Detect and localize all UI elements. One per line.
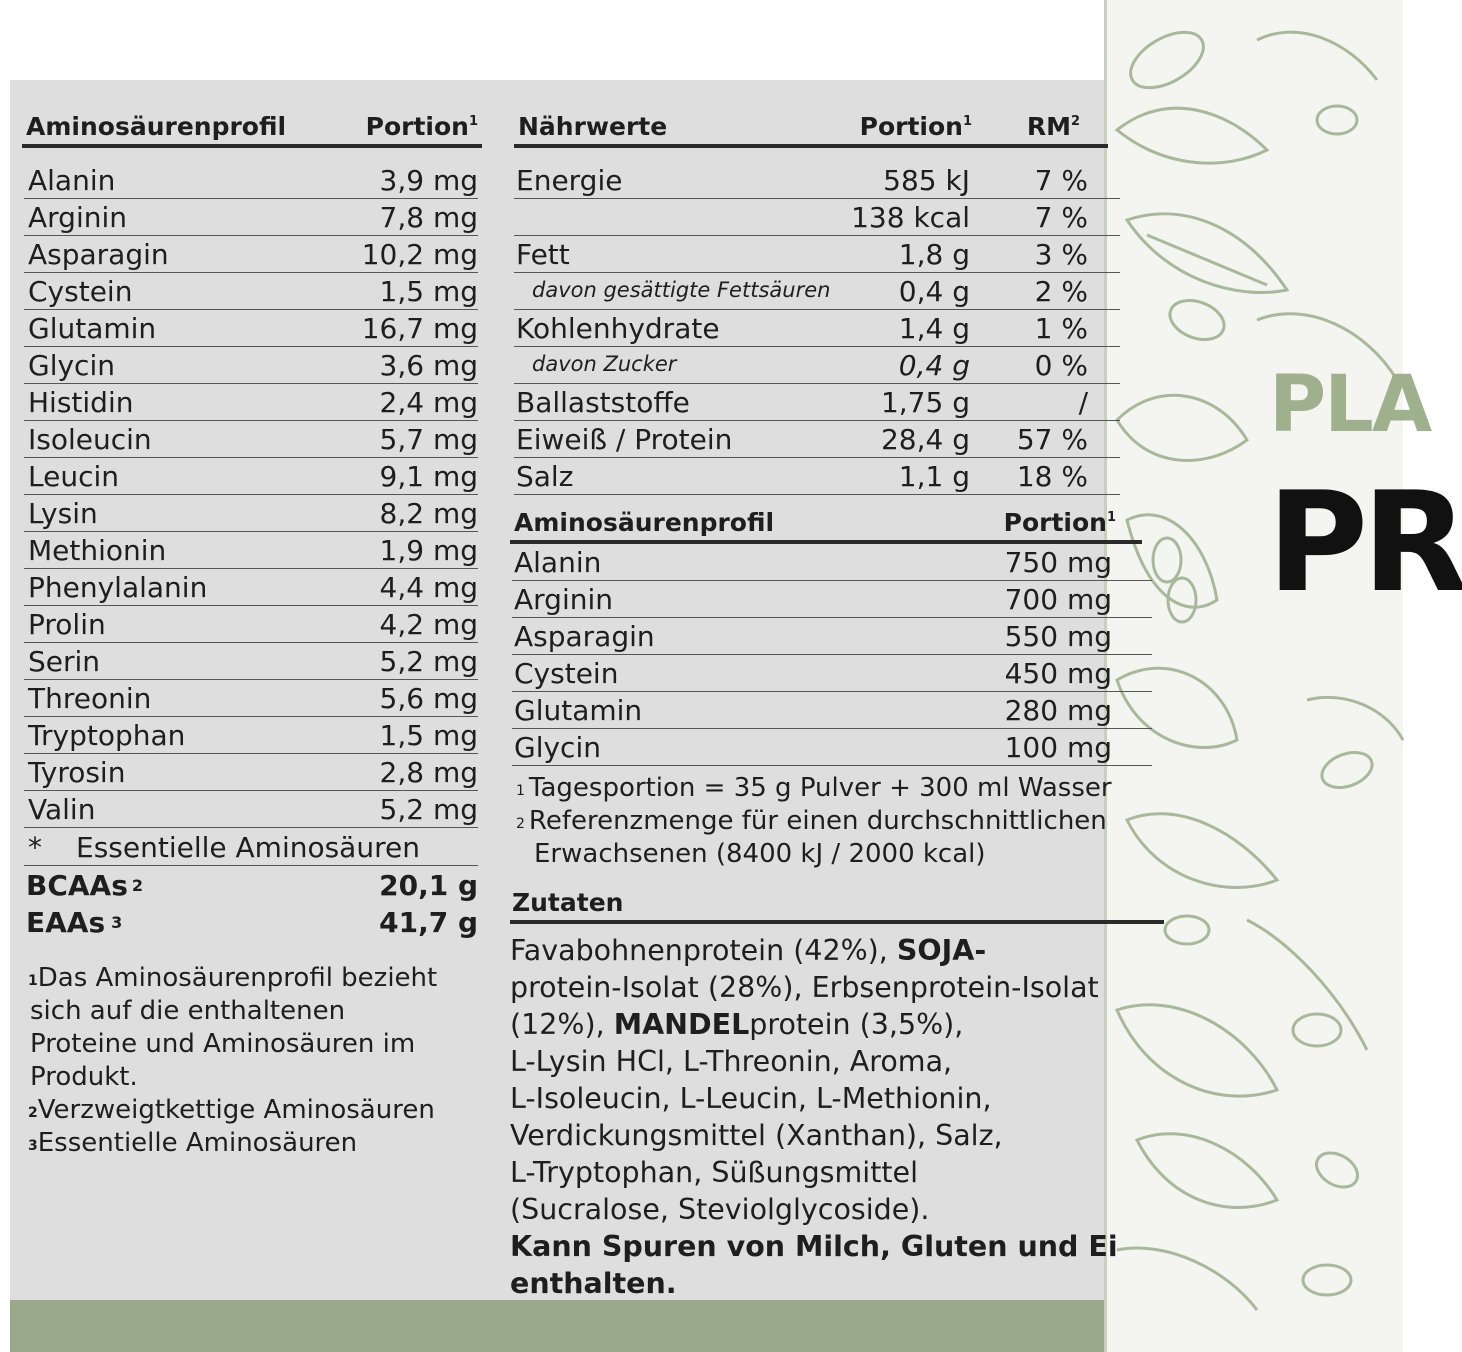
right-amino-header-name: Aminosäurenprofil <box>514 508 775 537</box>
nutrient-portion: 138 kcal <box>851 201 970 234</box>
table-row <box>24 421 478 458</box>
table-row <box>512 544 1152 581</box>
nutrient-rm: 3 % <box>1034 238 1088 271</box>
nutrient-portion: 1,8 g <box>898 238 970 271</box>
footnote-text: Referenzmenge für einen durchschnittlichen <box>528 806 1107 836</box>
table-row <box>24 717 478 754</box>
table-row <box>24 606 478 643</box>
nutrient-portion: 1,75 g <box>880 386 970 419</box>
ingredient-text: protein (3,5%), <box>749 1008 964 1041</box>
footnote-line <box>28 1127 357 1160</box>
allergen-text: enthalten. <box>510 1267 677 1300</box>
footnote-line <box>28 962 437 995</box>
ingredient-text: protein-Isolat (28%), Erbsenprotein-Isolat <box>510 971 1099 1004</box>
amino-value: 550 mg <box>1004 620 1112 653</box>
nutrient-rm: 2 % <box>1034 275 1088 308</box>
table-row <box>512 581 1152 618</box>
nutrient-portion: 1,1 g <box>898 460 970 493</box>
amino-value: 3,6 mg <box>379 349 478 382</box>
bag-product-text: PR <box>1267 462 1462 623</box>
footnote-sup: 2 <box>516 816 525 832</box>
footnote-line <box>28 1094 435 1127</box>
bcaa-row <box>24 866 478 903</box>
amino-value: 2,8 mg <box>379 756 478 789</box>
table-row <box>24 458 478 495</box>
amino-value: 5,2 mg <box>379 793 478 826</box>
table-row <box>514 199 1120 236</box>
nutrition-portion-sup: 1 <box>962 114 972 129</box>
amino-name: Lysin <box>28 497 98 530</box>
footnote-text: Erwachsenen (8400 kJ / 2000 kcal) <box>534 839 986 869</box>
left-amino-header-name: Aminosäurenprofil <box>26 112 287 141</box>
bcaa-label <box>26 869 143 903</box>
nutrient-name: Kohlenhydrate <box>516 312 720 345</box>
bcaa-label-text: BCAAs <box>26 869 128 902</box>
bcaa-value: 20,1 g <box>379 869 478 902</box>
ingredient-text: L-Lysin HCl, L-Threonin, Aroma, <box>510 1045 953 1078</box>
footnote-sup: 1 <box>28 973 38 989</box>
table-row <box>24 236 478 273</box>
footnote-line <box>30 1028 415 1061</box>
amino-name: Valin <box>28 793 96 826</box>
nutrient-rm: 7 % <box>1034 164 1088 197</box>
nutrient-portion: 0,4 g <box>898 275 970 308</box>
amino-name: Tyrosin <box>28 756 126 789</box>
amino-value: 750 mg <box>1004 546 1112 579</box>
table-row <box>512 729 1152 766</box>
left-portion-sup: 1 <box>468 114 478 129</box>
amino-name: Glycin <box>514 731 601 764</box>
ingredient-text: (Sucralose, Steviolglycoside). <box>510 1193 930 1226</box>
right-amino-header-portion <box>1004 508 1116 537</box>
amino-value: 1,5 mg <box>379 275 478 308</box>
nutrient-name: davon Zucker <box>532 352 677 376</box>
amino-value: 100 mg <box>1004 731 1112 764</box>
table-row <box>514 384 1120 421</box>
bcaa-sup: 2 <box>131 876 144 895</box>
amino-name: Tryptophan <box>28 719 186 752</box>
table-row <box>24 310 478 347</box>
ingredients-header <box>510 884 1164 924</box>
amino-name: Methionin <box>28 534 167 567</box>
footnote-line <box>534 838 986 871</box>
nutrient-portion: 0,4 g <box>898 349 970 382</box>
amino-value: 700 mg <box>1004 583 1112 616</box>
amino-value: 8,2 mg <box>379 497 478 530</box>
amino-name: Alanin <box>514 546 602 579</box>
nutrient-portion: 1,4 g <box>898 312 970 345</box>
footnote-text: Das Aminosäurenprofil bezieht <box>37 963 438 993</box>
left-amino-header-portion <box>366 112 478 141</box>
table-row <box>514 310 1120 347</box>
nutrition-header <box>514 108 1108 148</box>
amino-name: Cystein <box>514 657 619 690</box>
table-row <box>24 754 478 791</box>
table-row <box>24 384 478 421</box>
table-row <box>512 618 1152 655</box>
ingredient-text: (12%), <box>510 1008 614 1041</box>
table-row <box>24 273 478 310</box>
amino-value: 1,9 mg <box>379 534 478 567</box>
nutrition-header-rm <box>1027 112 1080 141</box>
nutrient-portion: 28,4 g <box>880 423 970 456</box>
amino-value: 4,2 mg <box>379 608 478 641</box>
nutrient-name: Salz <box>516 460 574 493</box>
table-row <box>514 273 1120 310</box>
allergen-text: Kann Spuren von Milch, Gluten und Ei <box>510 1230 1118 1263</box>
table-row <box>24 495 478 532</box>
ingredient-text: L-Isoleucin, L-Leucin, L-Methionin, <box>510 1082 992 1115</box>
table-row <box>514 458 1120 495</box>
nutrient-rm: 1 % <box>1034 312 1088 345</box>
ingredient-text: L-Tryptophan, Süßungsmittel <box>510 1156 919 1189</box>
table-row <box>24 643 478 680</box>
right-portion-sup: 1 <box>1106 510 1116 525</box>
nutrient-rm: 18 % <box>1016 460 1088 493</box>
table-row <box>24 532 478 569</box>
ingredients-text <box>510 932 1170 1302</box>
bag-brand-text: PLA <box>1269 360 1431 450</box>
nutrient-name: Fett <box>516 238 570 271</box>
amino-name: Arginin <box>28 201 127 234</box>
amino-value: 16,7 mg <box>361 312 478 345</box>
amino-name: Asparagin <box>514 620 655 653</box>
amino-name: Glutamin <box>514 694 643 727</box>
footnote-line <box>516 805 1107 838</box>
table-row <box>24 347 478 384</box>
amino-value: 4,4 mg <box>379 571 478 604</box>
allergen-text: SOJA- <box>896 934 987 967</box>
eaa-value: 41,7 g <box>379 906 478 939</box>
allergen-text: MANDEL <box>613 1008 750 1041</box>
eaa-label <box>26 906 122 940</box>
nutrition-rm-label: RM <box>1026 112 1071 141</box>
nutrient-name: Energie <box>516 164 623 197</box>
eaa-label-text: EAAs <box>26 906 106 939</box>
nutrient-name: Ballaststoffe <box>516 386 690 419</box>
nutrition-header-name: Nährwerte <box>518 112 668 141</box>
table-row <box>24 569 478 606</box>
footnote-text: Tagesportion = 35 g Pulver + 300 ml Wasser <box>528 773 1112 803</box>
amino-value: 2,4 mg <box>379 386 478 419</box>
essential-marker: * <box>28 831 42 864</box>
footnote-text: Produkt. <box>30 1062 138 1092</box>
eaa-row <box>24 903 478 940</box>
nutrition-rm-sup: 2 <box>1070 114 1080 129</box>
amino-value: 5,2 mg <box>379 645 478 678</box>
amino-name: Cystein <box>28 275 133 308</box>
footnote-text: sich auf die enthaltenen <box>30 996 346 1026</box>
amino-value: 10,2 mg <box>361 238 478 271</box>
amino-name: Glycin <box>28 349 115 382</box>
amino-name: Glutamin <box>28 312 157 345</box>
table-row <box>514 162 1120 199</box>
eaa-sup: 3 <box>111 913 123 932</box>
footnote-line <box>30 1061 138 1094</box>
footnote-text: Essentielle Aminosäuren <box>37 1128 358 1158</box>
nutrient-rm: 57 % <box>1016 423 1088 456</box>
table-row <box>514 347 1120 384</box>
amino-name: Isoleucin <box>28 423 152 456</box>
amino-value: 7,8 mg <box>379 201 478 234</box>
left-amino-header <box>22 108 482 148</box>
nutrient-portion: 585 kJ <box>883 164 970 197</box>
amino-name: Prolin <box>28 608 106 641</box>
left-portion-label: Portion <box>365 112 469 141</box>
amino-value: 280 mg <box>1004 694 1112 727</box>
amino-name: Histidin <box>28 386 134 419</box>
footnote-line <box>30 995 345 1028</box>
nutrient-name: davon gesättigte Fettsäuren <box>532 278 831 302</box>
table-row <box>512 655 1152 692</box>
amino-value: 9,1 mg <box>379 460 478 493</box>
ingredients-header-label: Zutaten <box>512 888 624 917</box>
amino-name: Phenylalanin <box>28 571 208 604</box>
footnote-sup: 2 <box>28 1105 38 1121</box>
amino-value: 5,6 mg <box>379 682 478 715</box>
table-row <box>24 162 478 199</box>
right-portion-label: Portion <box>1003 508 1107 537</box>
amino-value: 450 mg <box>1004 657 1112 690</box>
nutrient-rm: 0 % <box>1034 349 1088 382</box>
nutrient-rm: / <box>1078 386 1088 419</box>
nutrition-header-portion <box>860 112 972 141</box>
ingredient-text: Favabohnenprotein (42%), <box>510 934 897 967</box>
nutrition-portion-label: Portion <box>859 112 963 141</box>
amino-name: Serin <box>28 645 101 678</box>
amino-name: Alanin <box>28 164 116 197</box>
table-row <box>514 236 1120 273</box>
table-row <box>24 680 478 717</box>
footnote-sup: 1 <box>516 783 525 799</box>
amino-value: 1,5 mg <box>379 719 478 752</box>
right-amino-header <box>510 504 1142 544</box>
table-row <box>24 199 478 236</box>
table-row <box>512 692 1152 729</box>
essential-row <box>24 829 478 866</box>
footnote-line <box>516 772 1112 805</box>
nutrient-rm: 7 % <box>1034 201 1088 234</box>
essential-label: Essentielle Aminosäuren <box>76 831 420 864</box>
amino-value: 5,7 mg <box>379 423 478 456</box>
footnote-text: Proteine und Aminosäuren im <box>30 1029 416 1059</box>
amino-name: Threonin <box>28 682 152 715</box>
table-row <box>24 791 478 828</box>
footnote-sup: 3 <box>28 1138 38 1154</box>
footnote-text: Verzweigtkettige Aminosäuren <box>37 1095 435 1125</box>
table-row <box>514 421 1120 458</box>
amino-name: Arginin <box>514 583 613 616</box>
ingredient-text: Verdickungsmittel (Xanthan), Salz, <box>510 1119 1003 1152</box>
amino-name: Leucin <box>28 460 119 493</box>
nutrient-name: Eiweiß / Protein <box>516 423 733 456</box>
amino-name: Asparagin <box>28 238 169 271</box>
amino-value: 3,9 mg <box>379 164 478 197</box>
